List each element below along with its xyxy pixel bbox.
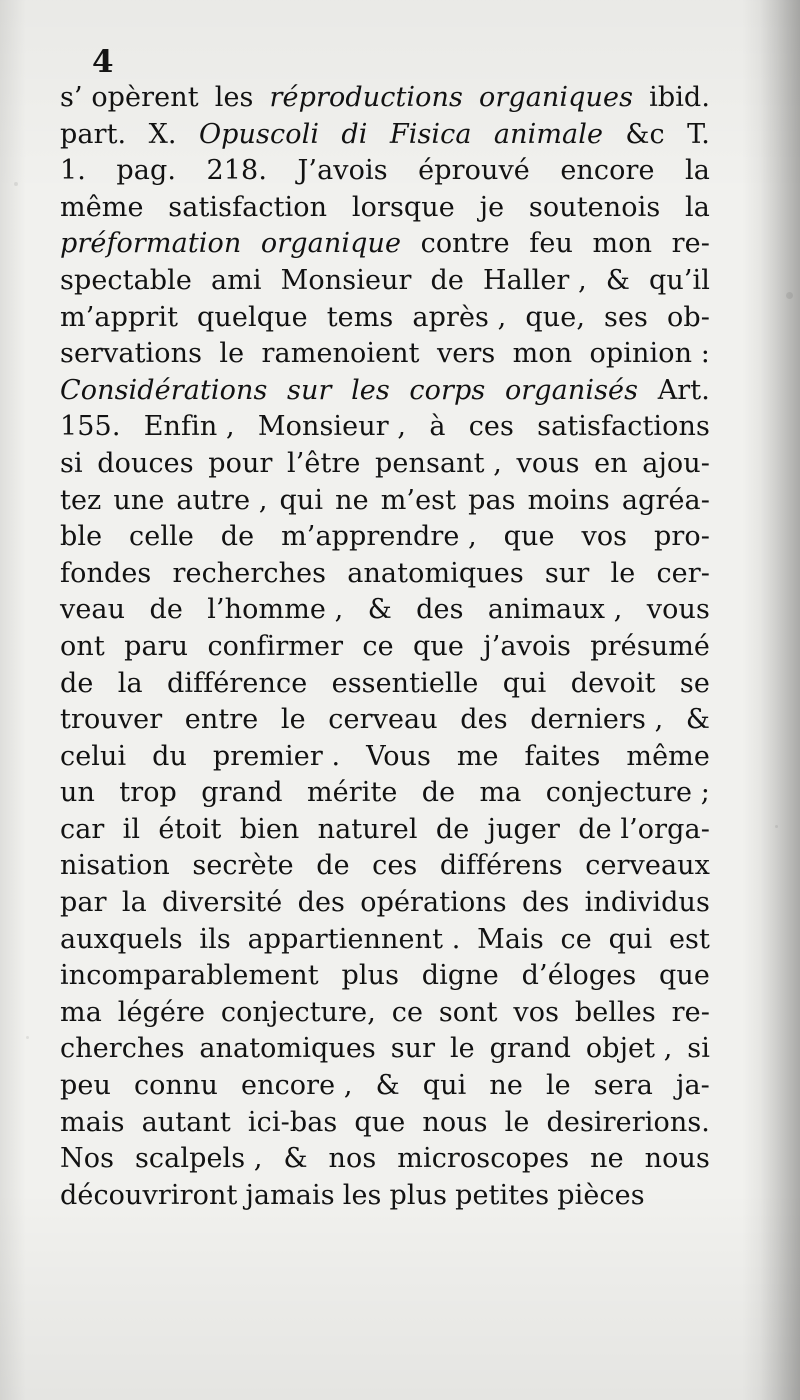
text-word: J’avois <box>297 155 388 187</box>
text-word: car <box>60 813 105 845</box>
text-word: T. <box>687 118 710 150</box>
text-word: sera <box>593 1070 654 1102</box>
text-word: spectable <box>60 264 192 296</box>
text-word: organiques <box>478 82 634 113</box>
text-word: quelque <box>197 301 308 333</box>
text-word: Nos <box>60 1143 115 1175</box>
text-word: tems <box>326 301 394 333</box>
text-word: qui <box>279 484 324 516</box>
text-word: le <box>504 1106 530 1138</box>
text-word: même <box>60 191 144 223</box>
text-word: 218. <box>206 155 268 187</box>
text-word: des <box>522 887 570 919</box>
text-word: si <box>687 1033 710 1065</box>
text-line <box>60 483 710 520</box>
text-word: le <box>219 338 245 370</box>
text-word: mon <box>512 338 573 370</box>
text-word: ami <box>211 264 262 296</box>
text-word: faites <box>524 740 601 772</box>
text-word: pas <box>468 484 516 516</box>
text-word: est <box>668 923 710 955</box>
text-word: Enfin , <box>143 411 235 443</box>
text-word: & <box>367 594 392 626</box>
text-line <box>60 80 710 117</box>
text-line <box>60 958 710 995</box>
text-word: conjecture, <box>220 996 376 1028</box>
text-word: les <box>214 82 254 113</box>
text-word: bien <box>239 813 300 845</box>
text-word: X. <box>148 118 177 150</box>
text-word: même <box>626 740 710 772</box>
text-line <box>60 300 710 337</box>
text-word: confirmer <box>207 630 344 662</box>
text-word: cerveaux <box>585 850 710 882</box>
paper-speck <box>14 182 18 186</box>
text-word: il <box>122 813 141 845</box>
text-line <box>60 1178 710 1215</box>
text-word: plus <box>389 1179 448 1211</box>
text-word: que, <box>525 301 586 333</box>
text-word: ajou- <box>642 447 710 479</box>
text-word: soutenois <box>528 191 661 223</box>
text-word: le <box>449 1033 475 1065</box>
text-word: essentielle <box>331 667 479 699</box>
text-word: 1. <box>60 155 86 187</box>
text-word: encore <box>560 155 655 187</box>
text-word: juger <box>487 813 560 845</box>
text-word: petites <box>455 1179 550 1211</box>
text-word: de <box>149 594 183 626</box>
text-word: sont <box>438 996 498 1028</box>
text-word: la <box>121 887 147 919</box>
text-line <box>60 226 710 263</box>
text-word: cer- <box>656 557 710 589</box>
text-line <box>60 592 710 629</box>
text-word: qui <box>502 667 547 699</box>
text-word: grand <box>201 777 283 809</box>
text-word: de <box>316 850 350 882</box>
text-word: des <box>416 594 464 626</box>
text-word: grand <box>489 1033 572 1065</box>
text-line <box>60 666 710 703</box>
text-word: ce <box>560 923 592 955</box>
text-word: d’éloges <box>521 960 637 992</box>
text-word: éprouvé <box>418 155 530 187</box>
text-word: s’ opèrent <box>60 82 199 113</box>
text-word: microscopes <box>397 1143 570 1175</box>
text-word: celle <box>129 521 194 553</box>
text-line <box>60 812 710 849</box>
text-word: secrète <box>192 850 294 882</box>
text-word: & <box>685 704 710 736</box>
text-word: mais <box>60 1106 125 1138</box>
text-line <box>60 922 710 959</box>
text-word: animaux , <box>487 594 623 626</box>
text-word: &c <box>625 118 665 150</box>
text-word: entre <box>184 704 259 736</box>
text-word: diversité <box>162 887 283 919</box>
text-word: feu <box>529 228 573 260</box>
text-word: & <box>375 1070 400 1102</box>
text-word: un <box>60 777 95 809</box>
text-word: que <box>354 1106 406 1138</box>
text-word: nous <box>644 1143 710 1175</box>
text-word: individus <box>584 887 710 919</box>
text-word: différens <box>439 850 563 882</box>
text-word: opérations <box>360 887 507 919</box>
text-word: ma <box>60 996 102 1028</box>
text-word: vous <box>646 594 710 626</box>
text-line <box>60 1031 710 1068</box>
text-word: en <box>594 447 628 479</box>
text-word: que <box>413 630 464 662</box>
text-word: ne <box>590 1143 624 1175</box>
text-word: autant <box>141 1106 231 1138</box>
text-line <box>60 885 710 922</box>
text-word: desirerions. <box>546 1106 710 1138</box>
paper-speck <box>775 825 778 828</box>
text-word: di <box>341 118 368 150</box>
text-word: sur <box>287 374 332 406</box>
text-word: moins <box>527 484 610 516</box>
text-line <box>60 409 710 446</box>
text-word: se <box>679 667 710 699</box>
text-word: peu <box>60 1070 111 1102</box>
text-word: ont <box>60 630 105 662</box>
text-word: si <box>60 447 83 479</box>
text-word: devoit <box>570 667 656 699</box>
text-line <box>60 702 710 739</box>
text-word: préformation <box>60 228 242 260</box>
text-line <box>60 519 710 556</box>
text-word: cerveau <box>328 704 438 736</box>
text-word: naturel <box>317 813 418 845</box>
text-line <box>60 117 710 154</box>
text-line <box>60 190 710 227</box>
text-word: de <box>430 264 465 296</box>
text-word: ibid. <box>649 82 710 113</box>
text-word: premier . <box>212 740 341 772</box>
text-word: des <box>297 887 345 919</box>
text-word: ma <box>479 777 522 809</box>
text-word: vers <box>436 338 496 370</box>
paper-speck <box>786 292 793 299</box>
text-word: découvriront <box>60 1179 238 1211</box>
text-word: Monsieur , <box>257 411 407 443</box>
text-word: & <box>283 1143 308 1175</box>
text-word: m’apprendre , <box>281 521 477 553</box>
text-line <box>60 995 710 1032</box>
text-word: part. <box>60 118 127 150</box>
text-word: Mais <box>477 923 544 955</box>
text-word: qu’il <box>648 264 710 296</box>
text-word: de <box>60 667 94 699</box>
text-word: que <box>659 960 710 992</box>
text-word: Fisica <box>389 118 472 150</box>
text-word: ja- <box>676 1070 710 1102</box>
text-word: connu <box>133 1070 218 1102</box>
text-word: recherches <box>172 557 327 589</box>
text-word: Haller , <box>483 264 587 296</box>
text-word: vos <box>513 996 560 1028</box>
text-word: Considérations <box>60 374 268 406</box>
text-word: légére <box>117 996 206 1028</box>
text-word: des <box>460 704 508 736</box>
text-word: de <box>220 521 255 553</box>
text-word: scalpels , <box>134 1143 263 1175</box>
text-word: vous <box>516 447 580 479</box>
text-line <box>60 848 710 885</box>
text-word: les <box>342 1179 382 1211</box>
text-word: plus <box>341 960 400 992</box>
text-word: digne <box>421 960 499 992</box>
text-word: je <box>479 191 505 223</box>
text-word: ne <box>335 484 369 516</box>
text-word: 155. <box>60 411 121 443</box>
text-word: fondes <box>60 557 152 589</box>
text-word: re- <box>671 228 710 260</box>
text-word: douces <box>97 447 194 479</box>
text-word: ces <box>468 411 514 443</box>
text-line <box>60 153 710 190</box>
text-line <box>60 629 710 666</box>
text-word: présumé <box>590 630 710 662</box>
text-word: m’est <box>380 484 457 516</box>
text-line <box>60 336 710 373</box>
text-word: étoit <box>158 813 222 845</box>
text-word: ses <box>604 301 649 333</box>
text-word: opinion : <box>589 338 710 370</box>
text-word: autre , <box>176 484 268 516</box>
text-line <box>60 1141 710 1178</box>
text-word: nisation <box>60 850 170 882</box>
text-word: organisés <box>504 374 639 406</box>
text-word: paru <box>124 630 189 662</box>
text-word: satisfaction <box>168 191 328 223</box>
text-word: l’être <box>286 447 361 479</box>
paper-speck <box>26 1036 29 1039</box>
text-word: Art. <box>657 374 710 406</box>
text-word: lorsque <box>351 191 455 223</box>
text-word: la <box>684 155 710 187</box>
text-word: qui <box>422 1070 467 1102</box>
text-word: organique <box>260 228 402 260</box>
text-word: conjecture ; <box>545 777 710 809</box>
text-word: anatomiques <box>199 1033 376 1065</box>
text-word: mon <box>592 228 653 260</box>
text-word: qui <box>608 923 653 955</box>
text-word: de <box>435 813 470 845</box>
text-word: celui <box>60 740 127 772</box>
text-word: Opuscoli <box>198 118 320 150</box>
text-line <box>60 373 710 410</box>
text-word: ne <box>489 1070 523 1102</box>
text-word: pag. <box>116 155 177 187</box>
text-word: vos <box>581 521 628 553</box>
text-word: m’apprit <box>60 301 179 333</box>
text-word: l’homme , <box>207 594 344 626</box>
text-line <box>60 1105 710 1142</box>
text-word: re- <box>671 996 710 1028</box>
text-word: corps <box>409 374 486 406</box>
text-word: de l’orga- <box>578 813 710 845</box>
text-word: ici-bas <box>247 1106 338 1138</box>
text-word: auxquels <box>60 923 183 955</box>
text-word: la <box>685 191 710 223</box>
text-line <box>60 1068 710 1105</box>
text-word: incomparablement <box>60 960 319 992</box>
text-word: belles <box>574 996 656 1028</box>
text-word: pour <box>208 447 273 479</box>
page-edge-shadow <box>742 0 800 1400</box>
text-word: veau <box>60 594 126 626</box>
text-word: pièces <box>557 1179 645 1211</box>
text-word: la <box>117 667 143 699</box>
text-word: du <box>152 740 187 772</box>
text-word: agréa- <box>621 484 710 516</box>
text-word: par <box>60 887 107 919</box>
text-line <box>60 739 710 776</box>
text-word: animale <box>493 118 604 150</box>
text-word: satisfactions <box>537 411 710 443</box>
text-word: ramenoient <box>261 338 420 370</box>
text-word: à <box>429 411 446 443</box>
text-word: ce <box>391 996 424 1028</box>
text-word: Vous <box>366 740 431 772</box>
text-word: pro- <box>653 521 710 553</box>
text-word: contre <box>420 228 510 260</box>
text-word: mérite <box>306 777 398 809</box>
text-word: nos <box>328 1143 377 1175</box>
text-word: & <box>605 264 630 296</box>
text-word: me <box>456 740 499 772</box>
text-word: jamais <box>245 1179 335 1211</box>
text-word: servations <box>60 338 203 370</box>
text-word: ces <box>372 850 418 882</box>
text-word: le <box>545 1070 571 1102</box>
text-word: le <box>280 704 306 736</box>
text-word: ce <box>362 630 394 662</box>
text-word: tez <box>60 484 102 516</box>
text-word: trop <box>119 777 177 809</box>
text-word: de <box>421 777 456 809</box>
text-word: ble <box>60 521 103 553</box>
text-word: le <box>610 557 636 589</box>
text-line <box>60 263 710 300</box>
text-line <box>60 556 710 593</box>
text-word: une <box>113 484 165 516</box>
text-word: sur <box>544 557 590 589</box>
text-word: sur <box>390 1033 436 1065</box>
text-word: encore , <box>241 1070 353 1102</box>
text-line <box>60 775 710 812</box>
text-word: j’avois <box>483 630 572 662</box>
body-text <box>60 80 710 1260</box>
text-word: après , <box>412 301 507 333</box>
text-word: pensant , <box>375 447 502 479</box>
text-line <box>60 446 710 483</box>
text-word: appartiennent . <box>247 923 461 955</box>
text-word: Monsieur <box>280 264 412 296</box>
text-word: différence <box>167 667 308 699</box>
text-word: réproductions <box>269 82 463 113</box>
text-word: ob- <box>667 301 710 333</box>
text-word: anatomiques <box>347 557 524 589</box>
text-word: objet , <box>585 1033 673 1065</box>
text-word: cherches <box>60 1033 185 1065</box>
text-word: les <box>351 374 390 406</box>
text-word: trouver <box>60 704 163 736</box>
page-number: 4 <box>92 44 114 80</box>
text-word: ils <box>199 923 231 955</box>
text-word: derniers , <box>530 704 664 736</box>
text-word: nous <box>422 1106 488 1138</box>
text-word: que <box>503 521 555 553</box>
